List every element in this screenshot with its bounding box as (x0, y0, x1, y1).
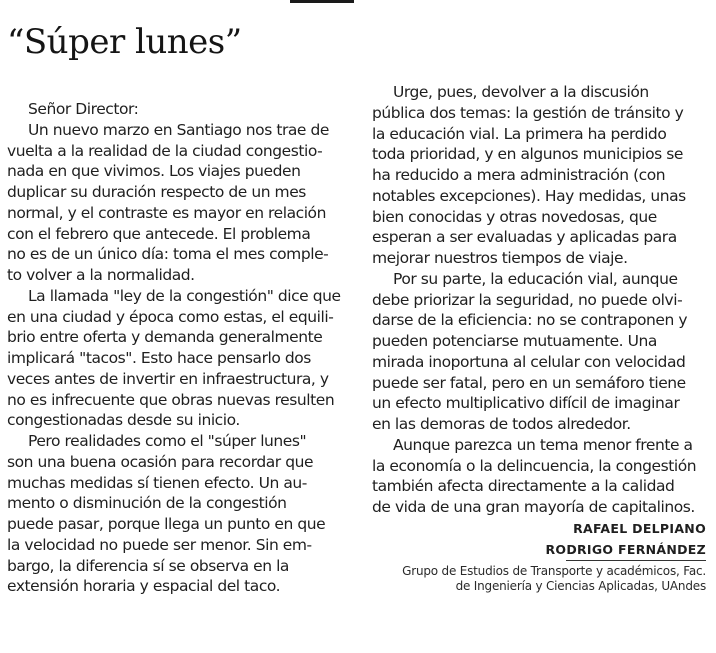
text-line: no es infrecuente que obras nuevas resulten (7, 390, 335, 409)
text-line: darse de la eficiencia: no se contraponen y (372, 311, 688, 330)
left-paragraph-3 (7, 431, 342, 597)
text-line: veces antes de invertir en infraestructura, y (7, 369, 329, 388)
text-line: debe priorizar la seguridad, no puede olvi- (372, 290, 683, 309)
left-body (7, 120, 342, 597)
text-line: toda prioridad, y en algunos municipios se (372, 145, 683, 164)
text-line: mento o disminución de la congestión (7, 494, 287, 513)
text-line: son una buena ocasión para recordar que (7, 452, 314, 471)
text-line: un efecto multiplicativo difícil de imaginar (372, 394, 680, 413)
text-line: implicará "tacos". Esto hace pensarlo dos (7, 349, 311, 367)
left-paragraph-2 (7, 286, 342, 431)
text-line: pública dos temas: la gestión de tránsito y (372, 103, 684, 122)
affiliation-line-2: de Ingeniería y Ciencias Aplicadas, UAndes (455, 578, 706, 593)
text-line: brio entre oferta y demanda generalmente (7, 328, 323, 347)
text-line: congestionadas desde su inicio. (7, 411, 240, 430)
right-column (372, 82, 706, 594)
text-line: Urge, pues, devolver a la discusión (393, 83, 649, 101)
text-line: Por su parte, la educación vial, aunque (393, 269, 678, 288)
right-paragraph-2 (372, 269, 706, 435)
signature-rule (566, 560, 706, 561)
right-body (372, 82, 706, 518)
text-line: también afecta directamente a la calidad (372, 477, 675, 496)
text-line: notables excepciones). Hay medidas, unas (372, 186, 686, 205)
text-line: mejorar nuestros tiempos de viaje. (372, 249, 628, 267)
text-line: vuelta a la realidad de la ciudad congestio- (7, 141, 323, 160)
text-line: la economía o la delincuencia, la congestión (372, 456, 697, 475)
right-paragraph-1 (372, 82, 706, 269)
right-paragraph-3 (372, 435, 706, 518)
left-paragraph-1 (7, 120, 342, 286)
text-line: en las demoras de todos alrededor. (372, 415, 631, 433)
text-line: Un nuevo marzo en Santiago nos trae de (28, 120, 329, 139)
text-line: con el febrero que antecede. El problema (7, 224, 311, 243)
text-line: nada en que vivimos. Los viajes pueden (7, 162, 301, 181)
text-line: bien conocidas y otras novedosas, que (372, 207, 657, 226)
text-line: normal, y el contraste es mayor en relación (7, 203, 326, 222)
top-rule (290, 0, 354, 3)
text-line: bargo, la diferencia sí se observa en la (7, 556, 289, 575)
text-line: de vida de una gran mayoría de capitalinos. (372, 498, 695, 516)
text-line: esperan a ser evaluadas y aplicadas para (372, 228, 677, 247)
signature-1: RAFAEL DELPIANO (573, 520, 706, 536)
text-line: mirada inoportuna al celular con velocidad (372, 352, 686, 371)
text-line: la educación vial. La primera ha perdido (372, 124, 667, 143)
text-line: pueden potenciarse mutuamente. Una (372, 332, 657, 350)
salutation: Señor Director: (28, 100, 139, 118)
headline: “Súper lunes” (7, 22, 242, 62)
text-line: extensión horaria y espacial del taco. (7, 577, 281, 596)
text-line: en una ciudad y época como estas, el equili- (7, 307, 334, 326)
text-line: puede pasar, porque llega un punto en que (7, 515, 326, 533)
text-line: ha reducido a mera administración (con (372, 166, 666, 184)
signature-2: RODRIGO FERNÁNDEZ (545, 541, 706, 557)
affiliation-line-1: Grupo de Estudios de Transporte y académicos, Fac. (402, 563, 706, 578)
text-line: Aunque parezca un tema menor frente a (393, 435, 693, 454)
text-line: no es de un único día: toma el mes comple- (7, 245, 329, 264)
text-line: puede ser fatal, pero en un semáforo tiene (372, 373, 686, 392)
text-line: la velocidad no puede ser menor. Sin em- (7, 535, 312, 554)
text-line: duplicar su duración respecto de un mes (7, 183, 306, 201)
left-column (7, 99, 342, 597)
text-line: to volver a la normalidad. (7, 266, 195, 284)
text-line: muchas medidas sí tienen efecto. Un au- (7, 473, 307, 492)
text-line: La llamada "ley de la congestión" dice que (28, 286, 341, 305)
text-line: Pero realidades como el "súper lunes" (28, 432, 307, 450)
